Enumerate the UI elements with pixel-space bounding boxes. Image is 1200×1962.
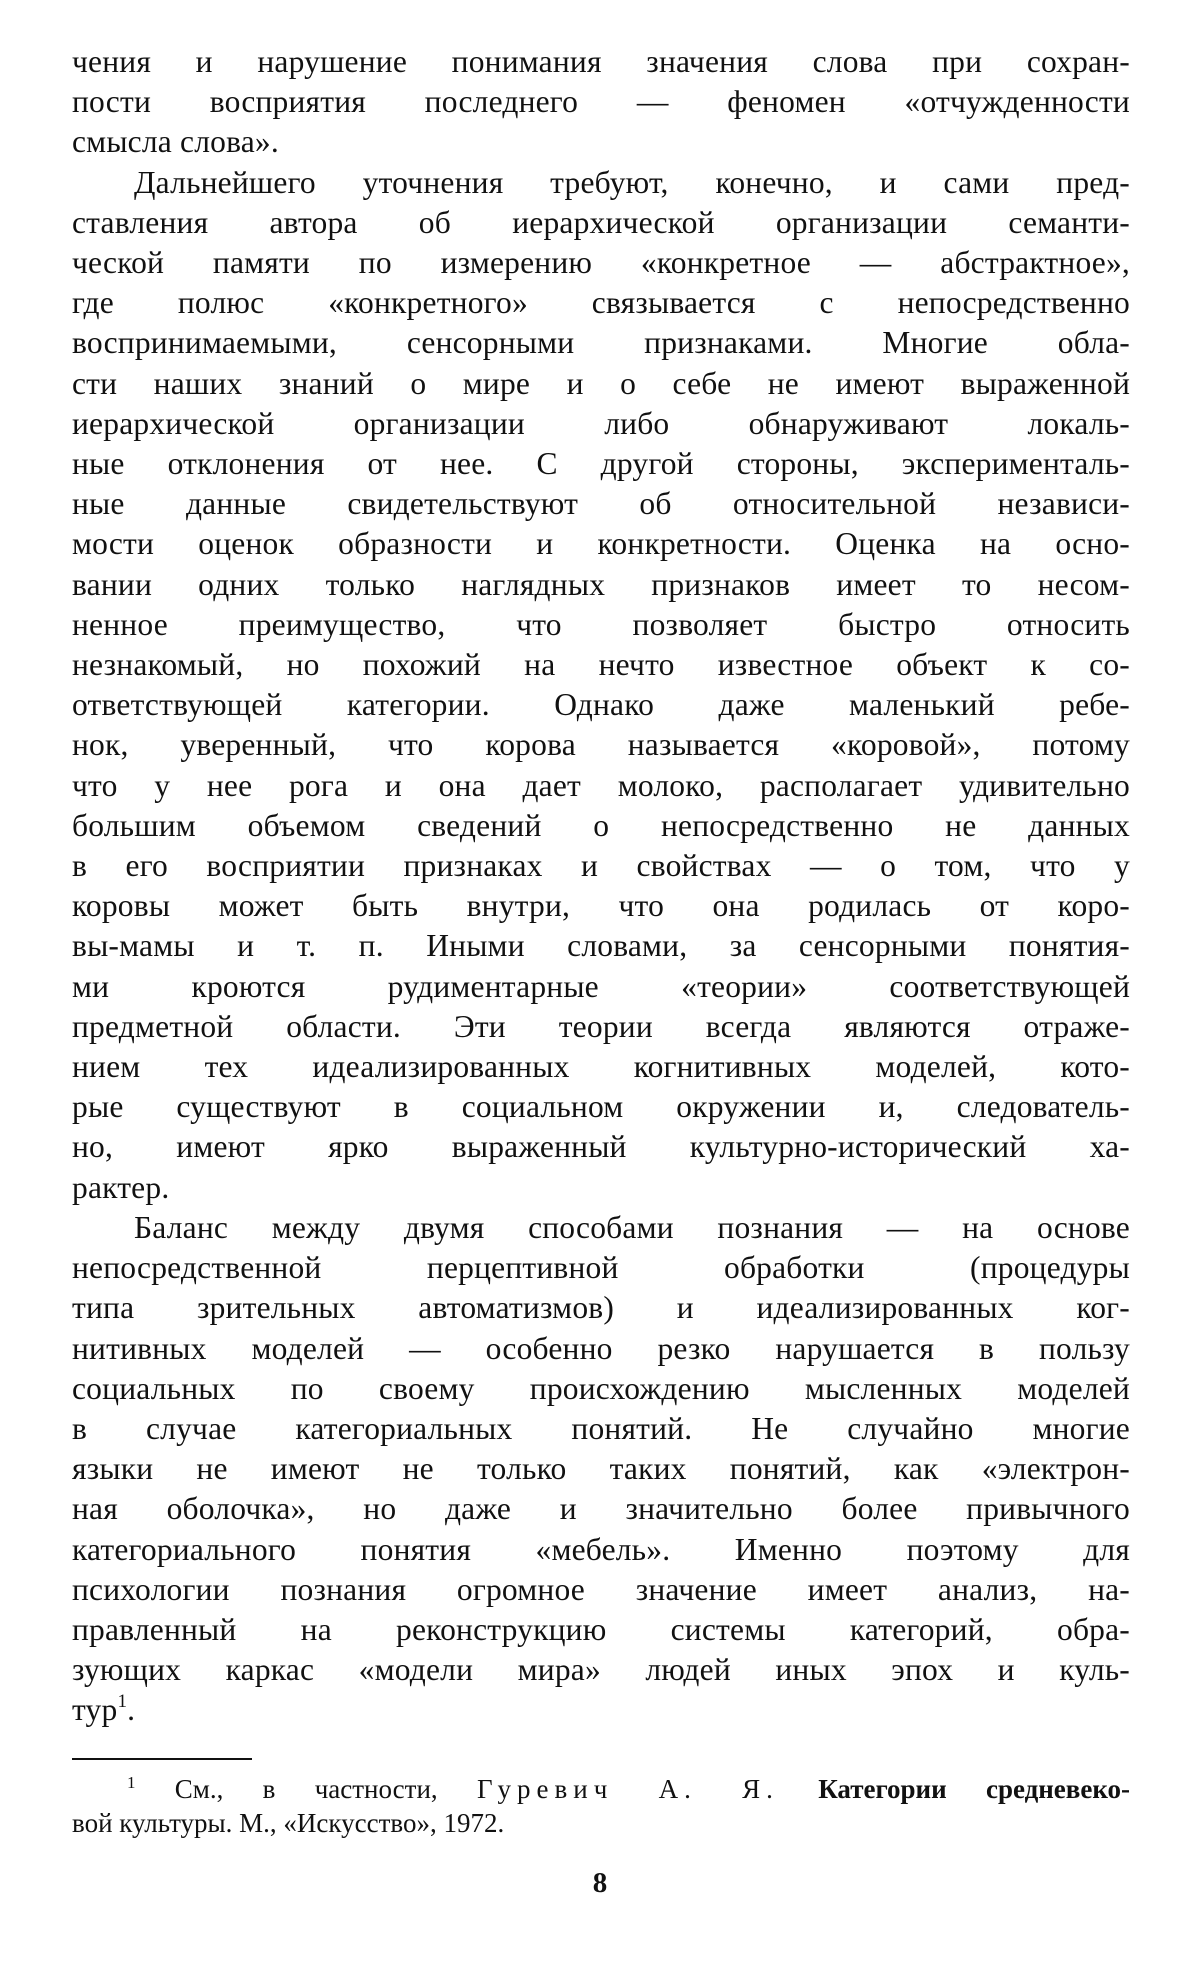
text-line: нием тех идеализированных когнитивных моделей, кото- (72, 1049, 1130, 1085)
text-line: рые существуют в социальном окружении и, следователь- (72, 1089, 1130, 1125)
text-line: непосредственной перцептивной обработки (процедуры (72, 1250, 1130, 1286)
text-line: большим объемом сведений о непосредственно не данных (72, 807, 1130, 843)
text-line: иерархической организации либо обнаруживают локаль- (72, 405, 1130, 441)
text-line: Баланс между двумя способами познания — на основе (134, 1209, 1130, 1245)
text-line: социальных по своему происхождению мысленных моделей (72, 1370, 1130, 1406)
text-line: тур$^1$. (72, 1691, 136, 1728)
text-line: Дальнейшего уточнения требуют, конечно, и сами пред- (134, 164, 1130, 200)
text-line: вы-мамы и т. п. Иными словами, за сенсорными понятия- (72, 928, 1130, 964)
text-line: типа зрительных автоматизмов) и идеализированных ког- (72, 1290, 1130, 1326)
footnote-line-2: вой культуры. М., «Искусство», 1972. (72, 1808, 505, 1838)
text-line: коровы может быть внутри, что она родилась от коро- (72, 888, 1130, 924)
text-line: категориального понятия «мебель». Именно поэтому для (72, 1531, 1130, 1567)
paragraph (72, 1208, 1130, 1731)
text-line: зующих каркас «модели мира» людей иных эпох и куль- (72, 1652, 1130, 1688)
text-line: нок, уверенный, что корова называется «коровой», потому (72, 727, 1130, 763)
text-line: воспринимаемыми, сенсорными признаками. Многие обла- (72, 325, 1130, 361)
text-line: пости восприятия последнего — феномен «отчужденности (72, 84, 1130, 120)
text-line: сти наших знаний о мире и о себе не имеют выраженной (72, 365, 1130, 401)
footnote-marker: 1 (127, 1773, 136, 1792)
text-line: ческой памяти по измерению «конкретное — абстрактное», (72, 245, 1130, 281)
text-line: мости оценок образности и конкретности. Оценка на осно- (72, 526, 1130, 562)
text-line: ненное преимущество, что позволяет быстро относить (72, 606, 1130, 642)
text-line: но, имеют ярко выраженный культурно-исторический ха- (72, 1129, 1130, 1165)
text-line: ответствующей категории. Однако даже маленький ребе- (72, 687, 1130, 723)
text-line: ные отклонения от нее. С другой стороны, эксперименталь- (72, 446, 1130, 482)
text-line: психологии познания огромное значение имеет анализ, на- (72, 1571, 1130, 1607)
text-line: рактер. (72, 1169, 170, 1205)
footnote (72, 1772, 1130, 1840)
text-line: в случае категориальных понятий. Не случайно многие (72, 1410, 1130, 1446)
text-line: в его восприятии признаках и свойствах — о том, что у (72, 848, 1130, 884)
footnote-line-1 (72, 1772, 1130, 1806)
footnote-reference[interactable]: 1 (117, 1691, 128, 1713)
text-line: незнакомый, но похожий на нечто известное объект к со- (72, 647, 1130, 683)
text-line: ставления автора об иерархической организации семанти- (72, 204, 1130, 240)
footnote-author: Гуревич А. Я. (476, 1774, 779, 1804)
page-body (72, 42, 1130, 1731)
paragraph (72, 163, 1130, 1208)
text-line: предметной области. Эти теории всегда являются отраже- (72, 1008, 1130, 1044)
text-line: вании одних только наглядных признаков имеет то несом- (72, 566, 1130, 602)
text-line: правленный на реконструкцию системы категорий, обра- (72, 1611, 1130, 1647)
text-line: где полюс «конкретного» связывается с непосредственно (72, 285, 1130, 321)
footnote-title: Категории средневеко- (818, 1774, 1131, 1804)
text-line: ные данные свидетельствуют об относительной независи- (72, 486, 1130, 522)
text-line: нитивных моделей — особенно резко нарушается в пользу (72, 1330, 1130, 1366)
paragraph (72, 42, 1130, 163)
footnote-intro: См., в частности, (174, 1774, 438, 1804)
footnote-divider (72, 1758, 252, 1760)
text-line: чения и нарушение понимания значения слова при сохран- (72, 44, 1130, 79)
text-line: ная оболочка», но даже и значительно более привычного (72, 1491, 1130, 1527)
text-line: языки не имеют не только таких понятий, как «электрон- (72, 1451, 1130, 1487)
text-line: ми кроются рудиментарные «теории» соответствующей (72, 968, 1130, 1004)
text-line: что у нее рога и она дает молоко, располагает удивительно (72, 767, 1130, 803)
page-number: 8 (592, 1867, 608, 1899)
text-line: смысла слова». (72, 124, 279, 160)
